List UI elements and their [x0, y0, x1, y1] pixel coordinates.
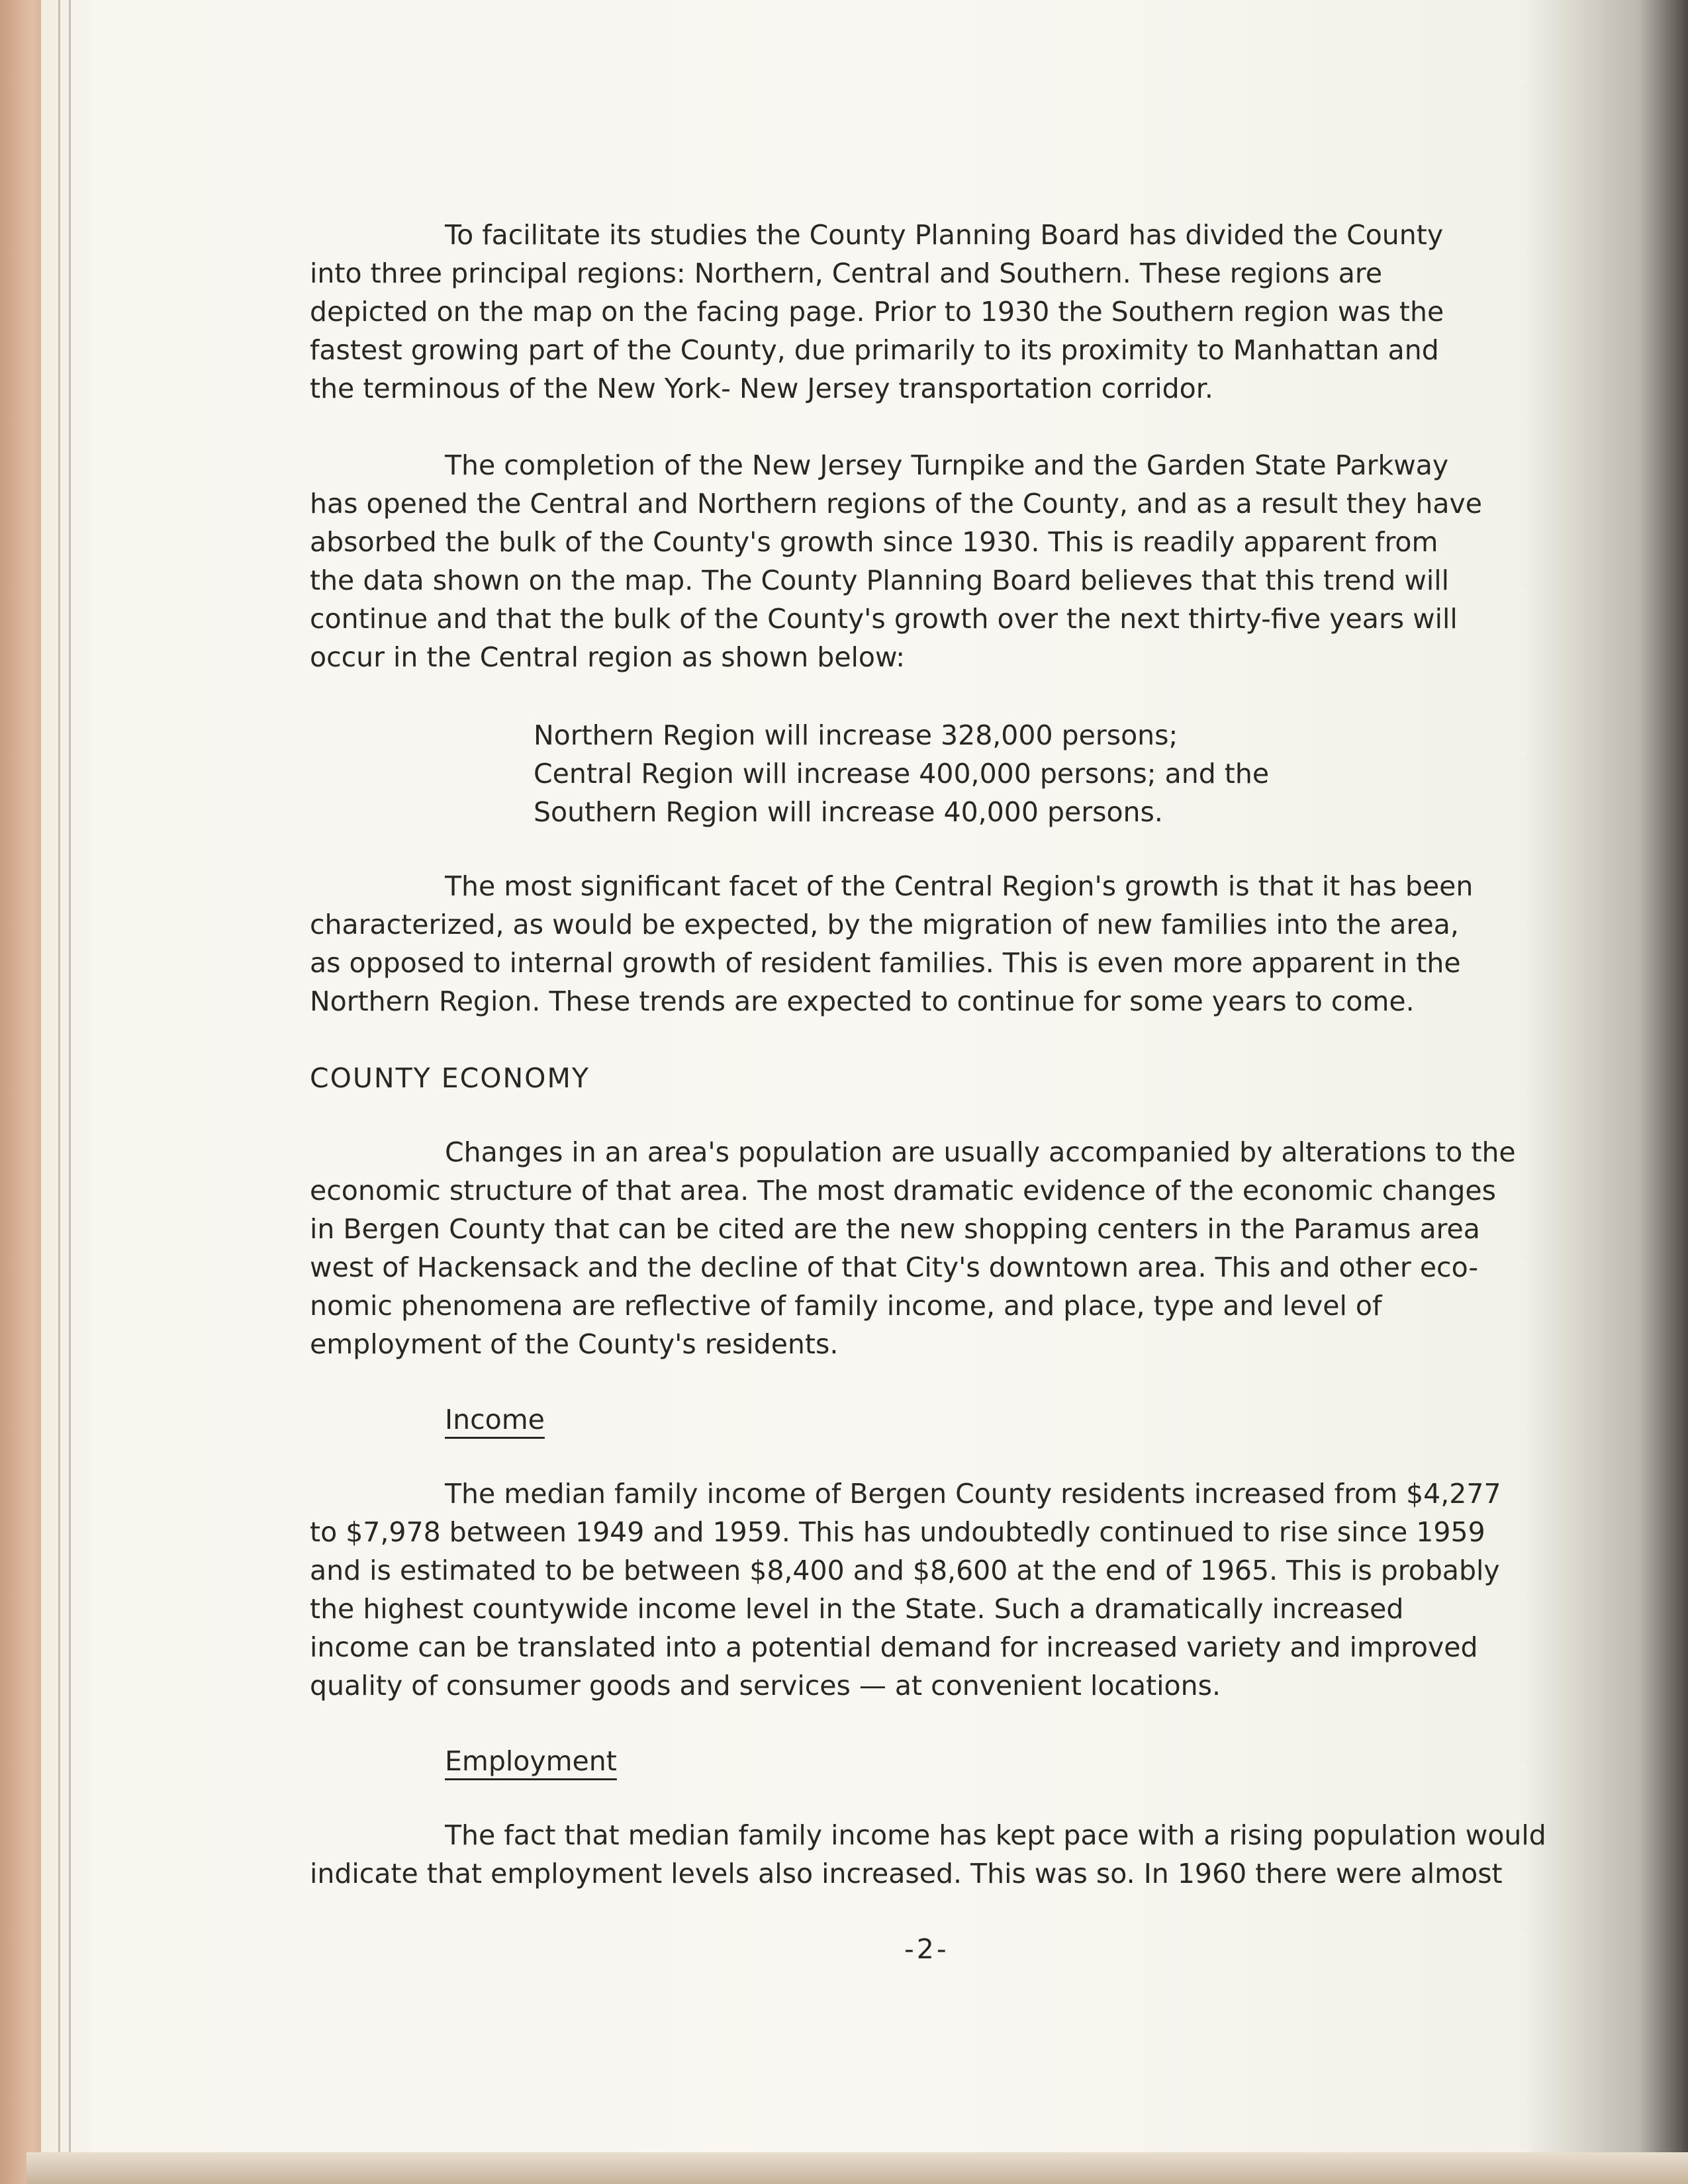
paragraph-line: Northern Region. These trends are expected to continue for some years to come. — [310, 985, 1415, 1017]
paragraph-line: as opposed to internal growth of resident families. This is even more apparent in the — [310, 947, 1461, 979]
paragraph-line: depicted on the map on the facing page. Prior to 1930 the Southern region was the — [310, 296, 1444, 328]
paragraph-line: absorbed the bulk of the County's growth since 1930. This is readily apparent from — [310, 526, 1438, 558]
list-item: Southern Region will increase 40,000 persons. — [534, 796, 1163, 828]
paragraph-line: and is estimated to be between $8,400 and $8,600 at the end of 1965. This is probably — [310, 1555, 1500, 1586]
paragraph-line: The fact that median family income has kept pace with a rising population would — [445, 1819, 1546, 1851]
list-item: Northern Region will increase 328,000 persons; — [534, 719, 1178, 751]
subheading-employment: Employment — [445, 1745, 617, 1777]
paragraph-line: quality of consumer goods and services — at convenient locations. — [310, 1670, 1221, 1702]
paragraph-line: occur in the Central region as shown below: — [310, 641, 906, 673]
paragraph-line: west of Hackensack and the decline of that City's downtown area. This and other eco- — [310, 1251, 1479, 1283]
list-item: Central Region will increase 400,000 persons; and the — [534, 758, 1270, 790]
paragraph-line: indicate that employment levels also increased. This was so. In 1960 there were almost — [310, 1858, 1503, 1889]
subheading-income: Income — [445, 1404, 545, 1435]
paragraph-line: the data shown on the map. The County Planning Board believes that this trend will — [310, 565, 1450, 596]
paragraph-line: characterized, as would be expected, by the migration of new families into the area, — [310, 909, 1459, 940]
paragraph-line: Changes in an area's population are usually accompanied by alterations to the — [445, 1136, 1516, 1168]
page-number: -2- — [904, 1933, 949, 1965]
paragraph-line: The most significant facet of the Central Region's growth is that it has been — [445, 870, 1474, 902]
paragraph-line: continue and that the bulk of the County's growth over the next thirty-five years will — [310, 603, 1458, 635]
paragraph-line: employment of the County's residents. — [310, 1328, 839, 1360]
paragraph-line: has opened the Central and Northern regions of the County, and as a result they have — [310, 488, 1483, 520]
paragraph-line: to $7,978 between 1949 and 1959. This has undoubtedly continued to rise since 1959 — [310, 1516, 1485, 1548]
paragraph-line: nomic phenomena are reflective of family income, and place, type and level of — [310, 1290, 1382, 1322]
paragraph-line: into three principal regions: Northern, Central and Southern. These regions are — [310, 257, 1383, 289]
paragraph-line: The median family income of Bergen County residents increased from $4,277 — [445, 1478, 1501, 1510]
paragraph-line: in Bergen County that can be cited are the new shopping centers in the Paramus area — [310, 1213, 1480, 1245]
section-heading: COUNTY ECONOMY — [310, 1062, 590, 1094]
paragraph-line: To facilitate its studies the County Planning Board has divided the County — [445, 219, 1444, 251]
paragraph-line: the terminous of the New York- New Jersey transportation corridor. — [310, 373, 1213, 404]
paragraph-line: economic structure of that area. The most dramatic evidence of the economic changes — [310, 1175, 1497, 1206]
paragraph-line: the highest countywide income level in the State. Such a dramatically increased — [310, 1593, 1404, 1625]
paragraph-line: income can be translated into a potential demand for increased variety and improved — [310, 1631, 1478, 1663]
paragraph-line: The completion of the New Jersey Turnpike and the Garden State Parkway — [445, 449, 1449, 481]
paragraph-line: fastest growing part of the County, due primarily to its proximity to Manhattan and — [310, 334, 1439, 366]
